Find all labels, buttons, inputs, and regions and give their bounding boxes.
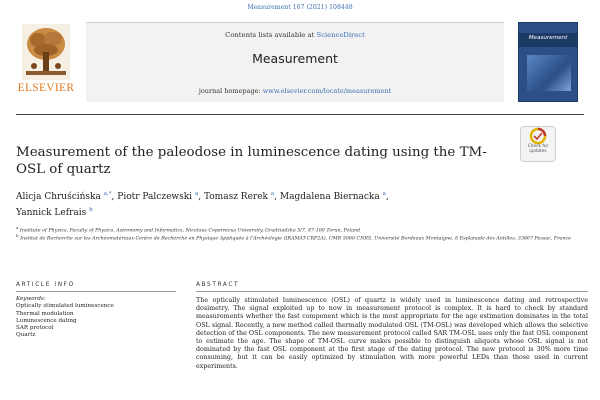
homepage-prefix: journal homepage:: [198, 87, 263, 95]
author-affiliation-mark[interactable]: a: [270, 191, 275, 197]
check-for-updates-line1: Check for: [527, 144, 549, 149]
author-line-2: [16, 204, 536, 220]
journal-info-box: [86, 22, 504, 102]
journal-cover-image[interactable]: [518, 22, 578, 102]
keyword-item: Optically stimulated luminescence: [16, 303, 114, 310]
journal-name: Measurement: [252, 51, 338, 66]
author-separator: ,: [111, 192, 118, 202]
check-for-updates-label[interactable]: [518, 144, 558, 154]
journal-homepage-link[interactable]: www.elsevier.com/locate/measurement: [262, 87, 392, 95]
contents-line: [86, 31, 504, 39]
keywords-list: [16, 296, 176, 340]
author-name[interactable]: Piotr Palczewski: [117, 192, 193, 202]
homepage-line: [86, 87, 504, 95]
affiliation-text: Institut de Recherche sur les Archéomatériaux-Centre de Recherche en Physique Appliquée à l'Archéologie (IRAMAT-CRP2A), UMR 5060 CNRS, Université Bordeaux Montaigne, 8 Esplanade des Antilles, 33607 Pessac, France: [20, 236, 572, 242]
abstract-heading: ABSTRACT: [196, 282, 240, 288]
article-info-divider: [16, 291, 176, 292]
affiliation-b: [16, 232, 576, 243]
author-separator: ,: [385, 192, 389, 202]
abstract-text: The optically stimulated luminescence (OSL) of quartz is widely used in luminescence dating and retrospective dosimetry. The signal exploited up to now in measurement protocol is complex. It is hard to check by standard measurements whether the fast component which is the most appropriate for the age estimation dominates in the total OSL signal. Recently, a new method called thermally modulated OSL (TM-OSL) was developed which allows the selective detection of the OSL components. The new measurement protocol called SAR TM-OSL uses only the fast OSL component to estimate the age. The shape of TM-OSL curve makes possible to distinguish aliquots whose OSL signal is not dominated by the fast OSL component at the first stage of the dating protocol. The new protocol is 30% more time consuming, but it can be easily optimized by stimulation with more powerful LEDs than those used in current experiments.: [196, 297, 588, 370]
abstract-divider: [196, 291, 588, 292]
author-line-1: [16, 188, 536, 204]
elsevier-logo[interactable]: [16, 22, 76, 98]
keywords-label: Keywords:: [16, 296, 46, 302]
journal-header: [16, 20, 584, 108]
check-for-updates-line2: updates: [529, 149, 547, 154]
elsevier-wordmark: ELSEVIER: [17, 82, 75, 94]
header-divider: [16, 114, 584, 115]
affiliation-mark: a: [16, 225, 19, 230]
contents-prefix: Contents lists available at: [225, 31, 317, 39]
keyword-item: Quartz: [16, 332, 36, 339]
author-name[interactable]: Magdalena Biernacka: [279, 192, 380, 202]
author-affiliation-mark[interactable]: a: [194, 191, 199, 197]
keyword-item: Thermal modulation: [16, 310, 74, 317]
cover-artwork: [527, 55, 571, 91]
article-title: Measurement of the paleodose in luminescence dating using the TM-OSL of quartz: [16, 145, 487, 177]
author-affiliation-mark[interactable]: a: [382, 191, 386, 197]
author-separator: ,: [198, 192, 204, 202]
keyword-item: SAR protocol: [16, 325, 54, 332]
author-affiliation-mark[interactable]: b: [89, 207, 93, 213]
article-info-heading: ARTICLE INFO: [16, 282, 75, 288]
affiliation-text: Institute of Physics, Faculty of Physics, Astronomy and Informatics, Nicolaus Copernicus University, Grudziadzka 5/7, 87-100 Torun, Poland: [19, 228, 361, 234]
journal-citation[interactable]: Measurement 167 (2021) 108448: [247, 4, 353, 11]
author-affiliation-mark[interactable]: a,*: [103, 191, 112, 197]
elsevier-tree-icon: [22, 24, 70, 80]
author-name[interactable]: Tomasz Rerek: [203, 192, 268, 202]
sciencedirect-link[interactable]: ScienceDirect: [316, 31, 365, 39]
affiliation-mark: b: [16, 233, 19, 238]
keyword-item: Luminescence dating: [16, 317, 77, 324]
author-name[interactable]: Yannick Lefrais: [16, 208, 87, 218]
author-list: [16, 188, 536, 220]
author-separator: ,: [274, 192, 280, 202]
author-name[interactable]: Alicja Chruścińska: [16, 192, 101, 202]
cover-title: Measurement: [528, 35, 568, 41]
